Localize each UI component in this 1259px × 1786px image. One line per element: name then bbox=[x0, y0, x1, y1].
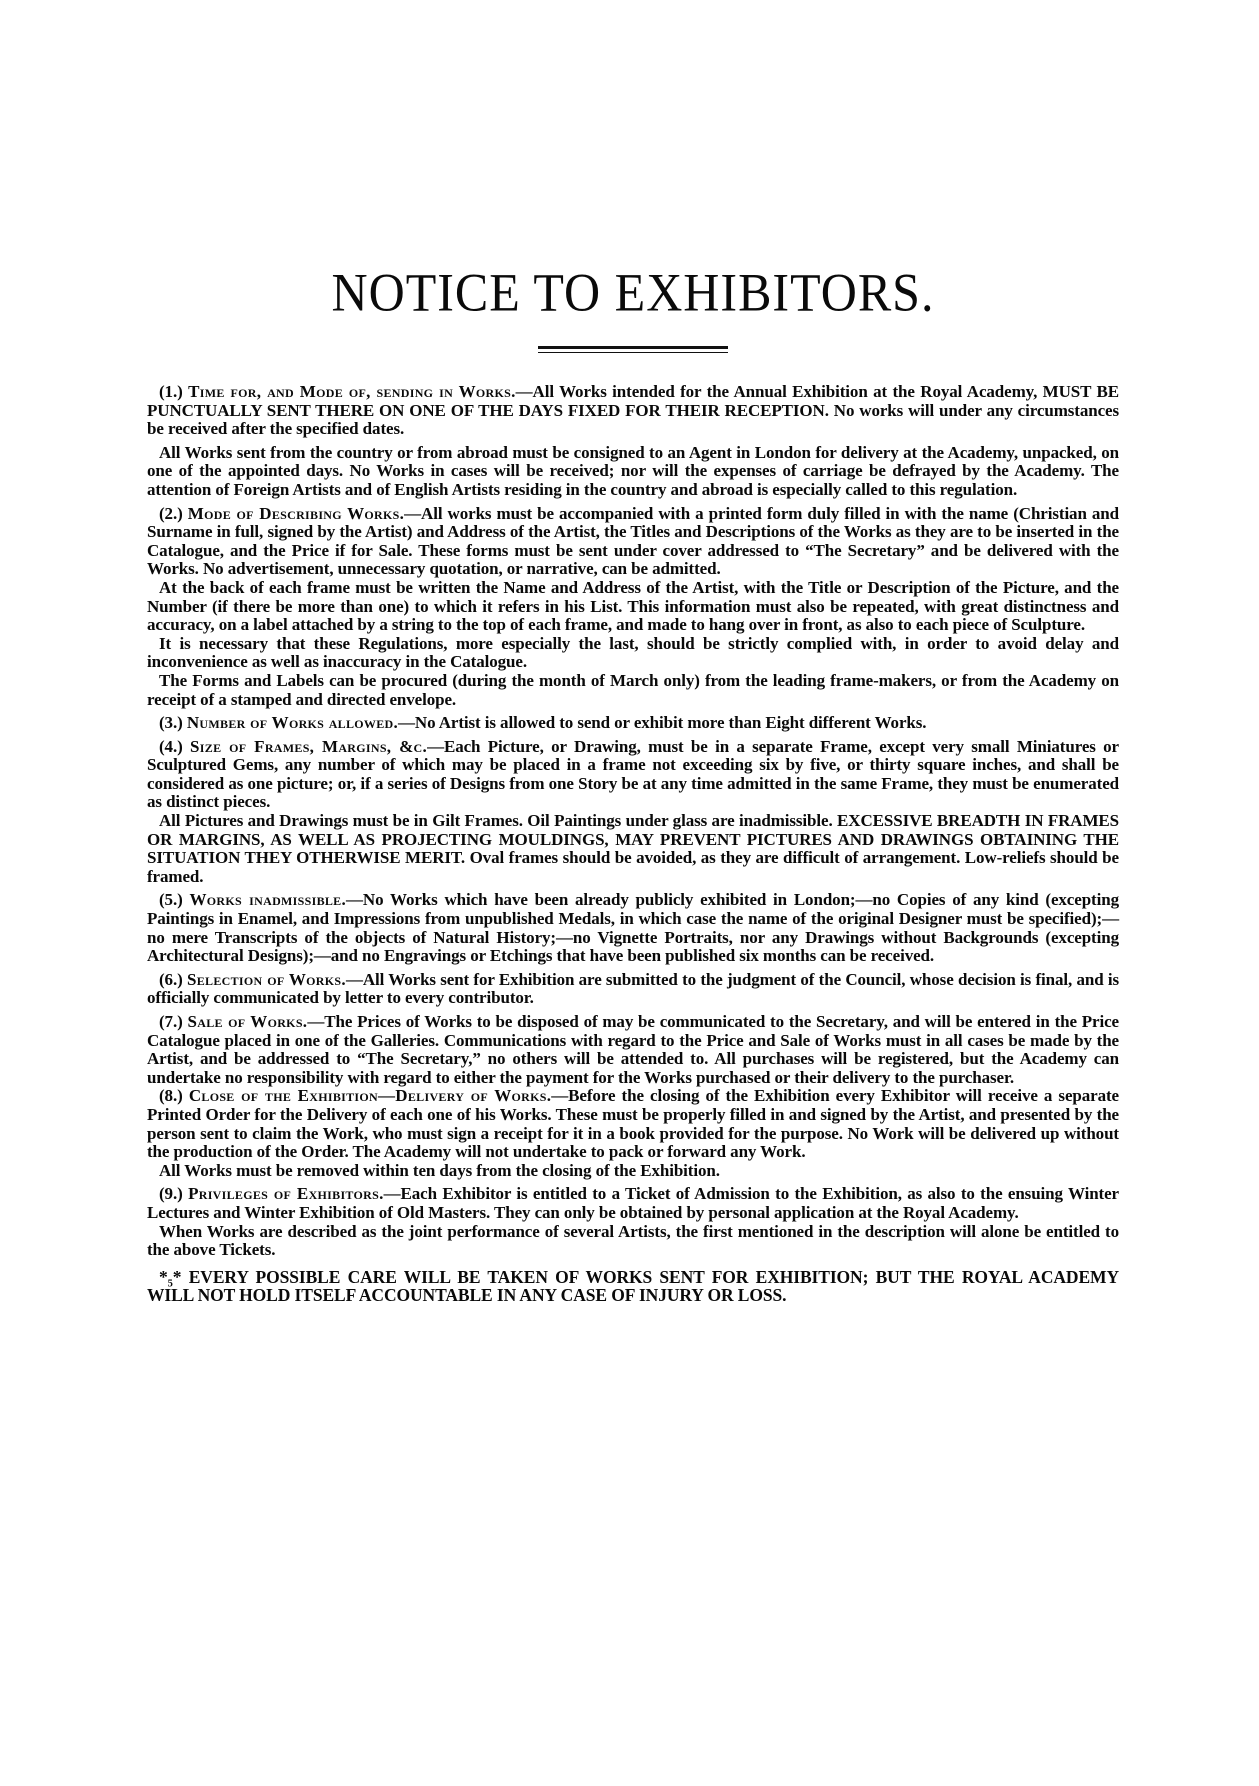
paragraph-heading: Privileges of Exhibitors. bbox=[188, 1184, 384, 1204]
notice-paragraph bbox=[147, 1223, 1119, 1260]
paragraph-text: All Works sent from the country or from abroad must be consigned to an Agent in London for delivery at the Academy, unpacked, on one of the appointed days. No Works in cases will be received; nor will the expenses of carriage be defrayed by the Academy. The attention of Foreign Artists and of English Artists residing in the country and abroad is especially called to this regulation. bbox=[147, 442, 1119, 499]
notice-paragraph bbox=[147, 383, 1119, 439]
paragraph-text: —Each Picture, or Drawing, must be in a separate Frame, except very small Miniatures or Sculptured Gems, any number of which may be placed in a frame not exceeding six by five, or thirty square inches, and shall be considered as one picture; or, if a series of Designs from one Story be at any time admitted in the same Frame, they must be enumerated as distinct pieces. bbox=[147, 736, 1120, 812]
rule-thin-line bbox=[538, 352, 728, 353]
paragraph-text: At the back of each frame must be written the Name and Address of the Artist, with the Title or Description of the Picture, and the Number (if there be more than one) to which it refers in his List. This information must also be repeated, with great distinctness and accuracy, on a label attached by a string to the top of each frame, and made to hang over in front, as also to each piece of Sculpture. bbox=[147, 577, 1119, 635]
notice-paragraph bbox=[147, 1185, 1119, 1222]
paragraph-heading: Works inadmissible. bbox=[189, 890, 347, 910]
paragraph-heading: Close of the Exhibition—Delivery of Works. bbox=[188, 1086, 552, 1106]
paragraph-number: (3.) bbox=[159, 713, 183, 733]
paragraph-text: The Forms and Labels can be procured (during the month of March only) from the leading frame-makers, or from the Academy on receipt of a stamped and directed envelope. bbox=[147, 670, 1119, 709]
paragraph-number: (5.) bbox=[159, 890, 183, 910]
paragraph-number: (2.) bbox=[159, 503, 183, 523]
paragraph-number: (8.) bbox=[159, 1086, 183, 1106]
paragraph-text: —No Works which have been already publicly exhibited in London;—no Copies of any kind (excepting Paintings in Enamel, and Impressions from unpublished Medals, in which case the name of the original Designer must be specified);—no mere Transcripts of the objects of Natural History;—no Vignette Portraits, nor any Drawings without Backgrounds (excepting Architectural Designs);—and no Engravings or Etchings that have been published six months can be received. bbox=[147, 890, 1119, 966]
notice-paragraph bbox=[147, 891, 1119, 965]
notice-paragraph bbox=[147, 738, 1119, 812]
paragraph-text: All Works must be removed within ten days from the closing of the Exhibition. bbox=[159, 1160, 720, 1180]
notice-paragraph bbox=[147, 505, 1119, 579]
paragraph-heading: Selection of Works. bbox=[187, 969, 346, 989]
paragraph-number: (4.) bbox=[159, 736, 183, 756]
notice-paragraph bbox=[147, 1013, 1119, 1087]
paragraph-heading: Time for, and Mode of, sending in Works. bbox=[188, 382, 516, 401]
notice-paragraph bbox=[147, 672, 1119, 709]
paragraph-text: When Works are described as the joint performance of several Artists, the first mentioned in the description will alone be entitled to the above Tickets. bbox=[147, 1221, 1119, 1260]
title-rule bbox=[538, 346, 728, 353]
notice-body bbox=[147, 383, 1119, 1305]
notice-paragraph bbox=[147, 579, 1119, 635]
notice-page bbox=[147, 262, 1119, 1322]
paragraph-text: —All Works intended for the Annual Exhibition at the Royal Academy, MUST BE PUNCTUALLY SENT THERE ON ONE OF THE DAYS FIXED FOR THEIR RECEPTION. No works will under any circumstances be received after the specified dates. bbox=[147, 382, 1119, 439]
paragraph-text: —The Prices of Works to be disposed of may be communicated to the Secretary, and will be entered in the Price Catalogue placed in one of the Galleries. Communications with regard to the Price and Sale of Works must in all cases be made by the Artist, and be addressed to “The Secretary,” no others will be attended to. All purchases will be registered, but the Academy can undertake no responsibility with regard to either the payment for the Works purchased or their delivery to the purchaser. bbox=[147, 1012, 1120, 1087]
rule-thick-line bbox=[538, 346, 728, 349]
page-title: NOTICE TO EXHIBITORS. bbox=[331, 261, 935, 323]
paragraph-heading: Mode of Describing Works. bbox=[187, 503, 405, 523]
notice-paragraph bbox=[147, 635, 1119, 672]
paragraph-text: All Pictures and Drawings must be in Gilt Frames. Oil Paintings under glass are inadmissible. EXCESSIVE BREADTH IN FRAMES OR MARGINS, AS WELL AS PROJECTING MOULDINGS, MAY PREVENT PICTURES AND DRAWINGS OBTAINING THE SITUATION THEY OTHERWISE MERIT. Oval frames should be avoided, as they are difficult of arrangement. Low-reliefs should be framed. bbox=[147, 811, 1119, 886]
paragraph-text: —All works must be accompanied with a printed form duly filled in with the name (Christian and Surname in full, signed by the Artist) and Address of the Artist, the Titles and Descriptions of the Works as they are to be inserted in the Catalogue, and the Price if for Sale. These forms must be sent under cover addressed to “The Secretary” and be delivered with the Works. No advertisement, unnecessary quotation, or narrative, can be admitted. bbox=[147, 503, 1120, 579]
notice-paragraph bbox=[147, 1087, 1119, 1161]
paragraph-number: (7.) bbox=[159, 1012, 183, 1031]
paragraph-text: —All Works sent for Exhibition are submitted to the judgment of the Council, whose decision is final, and is officially communicated by letter to every contributor. bbox=[147, 969, 1120, 1008]
paragraph-number: (9.) bbox=[159, 1184, 183, 1204]
paragraph-number: (6.) bbox=[159, 969, 183, 989]
notice-paragraph bbox=[147, 444, 1119, 500]
notice-paragraph bbox=[147, 1162, 1119, 1181]
notice-paragraph bbox=[147, 971, 1119, 1008]
paragraph-heading: Size of Frames, Margins, &c. bbox=[190, 736, 428, 756]
paragraph-text: —Each Exhibitor is entitled to a Ticket of Admission to the Exhibition, as also to the ensuing Winter Lectures and Winter Exhibition of Old Masters. They can only be obtained by personal application at the Royal Academy. bbox=[147, 1184, 1120, 1222]
closing-notice: *₅* EVERY POSSIBLE CARE WILL BE TAKEN OF WORKS SENT FOR EXHIBITION; BUT THE ROYAL ACADEMY WILL NOT HOLD ITSELF ACCOUNTABLE IN ANY CASE OF INJURY OR LOSS. bbox=[147, 1266, 1119, 1306]
paragraph-heading: Sale of Works. bbox=[187, 1012, 308, 1031]
paragraph-text: —No Artist is allowed to send or exhibit more than Eight different Works. bbox=[398, 713, 927, 733]
notice-paragraph bbox=[147, 812, 1119, 886]
notice-paragraph bbox=[147, 714, 1119, 733]
paragraph-text: It is necessary that these Regulations, more especially the last, should be strictly complied with, in order to avoid delay and inconvenience as well as inaccuracy in the Catalogue. bbox=[147, 633, 1119, 672]
paragraph-text: —Before the closing of the Exhibition every Exhibitor will receive a separate Printed Order for the Delivery of each one of his Works. These must be properly filled in and signed by the Artist, and presented by the person sent to claim the Work, who must sign a receipt for it in a book provided for the purpose. No Work will be delivered up without the production of the Order. The Academy will not undertake to pack or forward any Work. bbox=[147, 1086, 1120, 1162]
paragraph-number: (1.) bbox=[159, 382, 183, 401]
paragraph-heading: Number of Works allowed. bbox=[186, 713, 399, 733]
